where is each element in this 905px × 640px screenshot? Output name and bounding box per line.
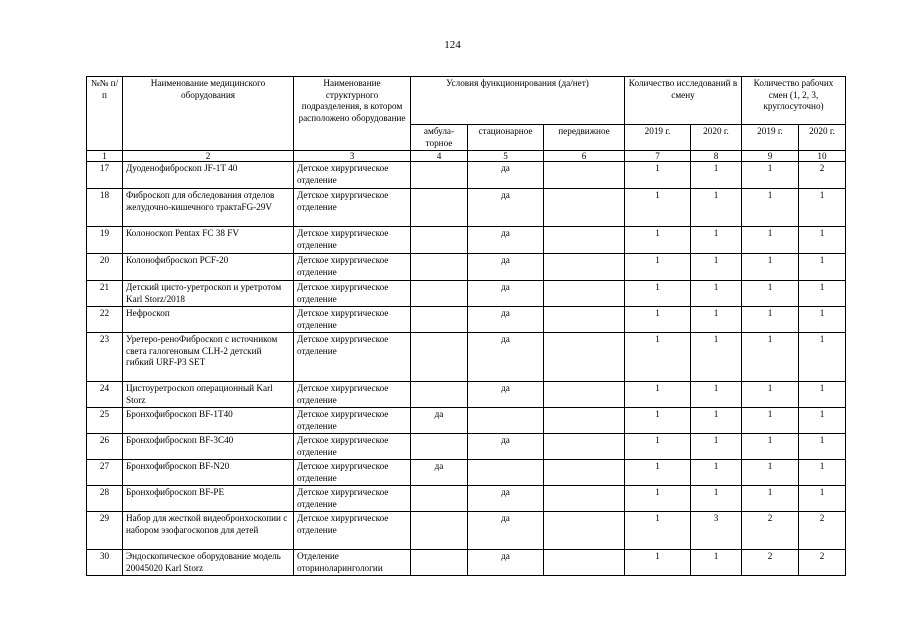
ambulatory-value [411, 281, 468, 307]
row-number: 29 [87, 512, 123, 550]
studies-2020: 1 [691, 382, 742, 408]
table-row [87, 254, 846, 281]
mobile-value [544, 333, 625, 382]
ambulatory-value [411, 512, 468, 550]
header-conditions: Условия функционирования (да/нет) [411, 77, 625, 125]
mobile-value [544, 189, 625, 227]
studies-2019: 1 [625, 307, 691, 333]
studies-2020: 1 [691, 162, 742, 189]
shifts-2020: 1 [799, 460, 846, 486]
table-row [87, 408, 846, 434]
equipment-name: Нефроскоп [123, 307, 294, 333]
shifts-2019: 1 [742, 189, 799, 227]
mobile-value [544, 307, 625, 333]
stationary-value: да [468, 254, 544, 281]
equipment-name: Бронхофиброскоп BF-3C40 [123, 434, 294, 460]
mobile-value [544, 512, 625, 550]
studies-2019: 1 [625, 460, 691, 486]
shifts-2019: 1 [742, 408, 799, 434]
row-number: 18 [87, 189, 123, 227]
department-name: Детское хирургическое отделение [294, 307, 411, 333]
studies-2020: 1 [691, 227, 742, 254]
shifts-2020: 1 [799, 189, 846, 227]
department-name: Детское хирургическое отделение [294, 162, 411, 189]
table-row [87, 281, 846, 307]
row-number: 30 [87, 550, 123, 576]
ambulatory-value [411, 254, 468, 281]
studies-2019: 1 [625, 254, 691, 281]
stationary-value: да [468, 227, 544, 254]
table-row [87, 227, 846, 254]
department-name: Детское хирургическое отделение [294, 408, 411, 434]
page-number: 124 [444, 39, 461, 51]
equipment-name: Эндоскопическое оборудование модель 20045020 Karl Storz [123, 550, 294, 576]
shifts-2019: 1 [742, 333, 799, 382]
column-number: 3 [294, 151, 411, 162]
studies-2020: 3 [691, 512, 742, 550]
column-number: 1 [87, 151, 123, 162]
shifts-2020: 1 [799, 227, 846, 254]
column-number: 10 [799, 151, 846, 162]
table-row [87, 382, 846, 408]
shifts-2019: 1 [742, 254, 799, 281]
ambulatory-value [411, 333, 468, 382]
equipment-name: Колоноскоп Pentax FC 38 FV [123, 227, 294, 254]
stationary-value [468, 460, 544, 486]
header-studies-per-shift: Количество исследований в смену [625, 77, 742, 125]
ambulatory-value [411, 307, 468, 333]
department-name: Детское хирургическое отделение [294, 382, 411, 408]
mobile-value [544, 227, 625, 254]
department-name: Детское хирургическое отделение [294, 254, 411, 281]
mobile-value [544, 434, 625, 460]
studies-2020: 1 [691, 460, 742, 486]
mobile-value [544, 486, 625, 512]
ambulatory-value [411, 189, 468, 227]
department-name: Детское хирургическое отделение [294, 189, 411, 227]
header-shifts-2019: 2019 г. [742, 125, 799, 151]
ambulatory-value [411, 162, 468, 189]
table-row [87, 550, 846, 576]
shifts-2020: 1 [799, 254, 846, 281]
equipment-name: Бронхофиброскоп BF-1T40 [123, 408, 294, 434]
studies-2019: 1 [625, 382, 691, 408]
table-row [87, 512, 846, 550]
shifts-2020: 1 [799, 333, 846, 382]
department-name: Детское хирургическое отделение [294, 486, 411, 512]
header-mobile: передвижное [544, 125, 625, 151]
mobile-value [544, 460, 625, 486]
studies-2020: 1 [691, 307, 742, 333]
stationary-value: да [468, 281, 544, 307]
table-row [87, 486, 846, 512]
header-num: №№ п/п [87, 77, 123, 151]
mobile-value [544, 382, 625, 408]
column-number: 5 [468, 151, 544, 162]
studies-2019: 1 [625, 333, 691, 382]
ambulatory-value [411, 434, 468, 460]
table-body [87, 162, 846, 576]
studies-2020: 1 [691, 434, 742, 460]
column-number: 7 [625, 151, 691, 162]
row-number: 19 [87, 227, 123, 254]
header-studies-2019: 2019 г. [625, 125, 691, 151]
shifts-2019: 1 [742, 382, 799, 408]
shifts-2019: 2 [742, 550, 799, 576]
ambulatory-value [411, 227, 468, 254]
stationary-value: да [468, 382, 544, 408]
table-row [87, 307, 846, 333]
shifts-2019: 1 [742, 227, 799, 254]
stationary-value: да [468, 512, 544, 550]
stationary-value: да [468, 189, 544, 227]
studies-2019: 1 [625, 486, 691, 512]
studies-2020: 1 [691, 281, 742, 307]
mobile-value [544, 550, 625, 576]
shifts-2019: 1 [742, 460, 799, 486]
equipment-name: Уретеро-реноФиброскоп с источником света галогеновым CLH-2 детский гибкий URF-P3 SET [123, 333, 294, 382]
ambulatory-value: да [411, 408, 468, 434]
table-row [87, 460, 846, 486]
equipment-name: Бронхофиброскоп BF-N20 [123, 460, 294, 486]
header-ambulatory: амбула-торное [411, 125, 468, 151]
department-name: Детское хирургическое отделение [294, 227, 411, 254]
shifts-2019: 1 [742, 281, 799, 307]
ambulatory-value [411, 550, 468, 576]
equipment-name: Дуоденофиброскоп JF-1T 40 [123, 162, 294, 189]
header-shifts-2020: 2020 г. [799, 125, 846, 151]
studies-2020: 1 [691, 408, 742, 434]
studies-2019: 1 [625, 512, 691, 550]
stationary-value: да [468, 434, 544, 460]
shifts-2020: 2 [799, 512, 846, 550]
stationary-value: да [468, 307, 544, 333]
department-name: Детское хирургическое отделение [294, 333, 411, 382]
shifts-2020: 1 [799, 434, 846, 460]
shifts-2020: 1 [799, 408, 846, 434]
studies-2020: 1 [691, 333, 742, 382]
mobile-value [544, 281, 625, 307]
stationary-value: да [468, 162, 544, 189]
studies-2019: 1 [625, 227, 691, 254]
shifts-2020: 1 [799, 281, 846, 307]
shifts-2019: 1 [742, 434, 799, 460]
studies-2019: 1 [625, 281, 691, 307]
studies-2020: 1 [691, 254, 742, 281]
mobile-value [544, 162, 625, 189]
studies-2019: 1 [625, 162, 691, 189]
header-equipment-name: Наименование медицинского оборудования [123, 77, 294, 151]
department-name: Детское хирургическое отделение [294, 460, 411, 486]
table-row [87, 333, 846, 382]
ambulatory-value: да [411, 460, 468, 486]
header-stationary: стационарное [468, 125, 544, 151]
header-work-shifts: Количество рабочих смен (1, 2, 3, круглосуточно) [742, 77, 846, 125]
row-number: 25 [87, 408, 123, 434]
row-number: 28 [87, 486, 123, 512]
column-number: 6 [544, 151, 625, 162]
row-number: 26 [87, 434, 123, 460]
header-studies-2020: 2020 г. [691, 125, 742, 151]
row-number: 20 [87, 254, 123, 281]
equipment-table [86, 76, 846, 576]
mobile-value [544, 254, 625, 281]
department-name: Отделение оториноларингологии [294, 550, 411, 576]
shifts-2020: 1 [799, 382, 846, 408]
department-name: Детское хирургическое отделение [294, 281, 411, 307]
shifts-2019: 1 [742, 162, 799, 189]
shifts-2020: 1 [799, 486, 846, 512]
equipment-name: Цистоуретроскоп операционный Karl Storz [123, 382, 294, 408]
row-number: 22 [87, 307, 123, 333]
column-number: 9 [742, 151, 799, 162]
studies-2019: 1 [625, 550, 691, 576]
stationary-value: да [468, 333, 544, 382]
row-number: 17 [87, 162, 123, 189]
column-number: 8 [691, 151, 742, 162]
shifts-2019: 2 [742, 512, 799, 550]
equipment-name: Детский цисто-уретроскоп и уретротом Karl Storz/2018 [123, 281, 294, 307]
column-number: 2 [123, 151, 294, 162]
shifts-2019: 1 [742, 486, 799, 512]
equipment-name: Бронхофиброскоп BF-PE [123, 486, 294, 512]
shifts-2019: 1 [742, 307, 799, 333]
row-number: 27 [87, 460, 123, 486]
column-number: 4 [411, 151, 468, 162]
studies-2020: 1 [691, 486, 742, 512]
table-row [87, 189, 846, 227]
header-department: Наименование структурного подразделения, в котором расположено оборудование [294, 77, 411, 151]
equipment-name: Набор для жесткой видеобронхоскопии с набором эзофагоскопов для детей [123, 512, 294, 550]
column-number-row [87, 151, 846, 162]
equipment-name: Фиброскоп для обследования отделов желудочно-кишечного трактаFG-29V [123, 189, 294, 227]
stationary-value [468, 408, 544, 434]
ambulatory-value [411, 486, 468, 512]
ambulatory-value [411, 382, 468, 408]
equipment-name: Колонофиброскоп PCF-20 [123, 254, 294, 281]
department-name: Детское хирургическое отделение [294, 512, 411, 550]
department-name: Детское хирургическое отделение [294, 434, 411, 460]
stationary-value: да [468, 550, 544, 576]
shifts-2020: 2 [799, 162, 846, 189]
studies-2020: 1 [691, 550, 742, 576]
shifts-2020: 2 [799, 550, 846, 576]
row-number: 23 [87, 333, 123, 382]
mobile-value [544, 408, 625, 434]
row-number: 21 [87, 281, 123, 307]
studies-2019: 1 [625, 408, 691, 434]
table-row [87, 162, 846, 189]
table-row [87, 434, 846, 460]
studies-2019: 1 [625, 434, 691, 460]
shifts-2020: 1 [799, 307, 846, 333]
stationary-value: да [468, 486, 544, 512]
studies-2020: 1 [691, 189, 742, 227]
row-number: 24 [87, 382, 123, 408]
studies-2019: 1 [625, 189, 691, 227]
